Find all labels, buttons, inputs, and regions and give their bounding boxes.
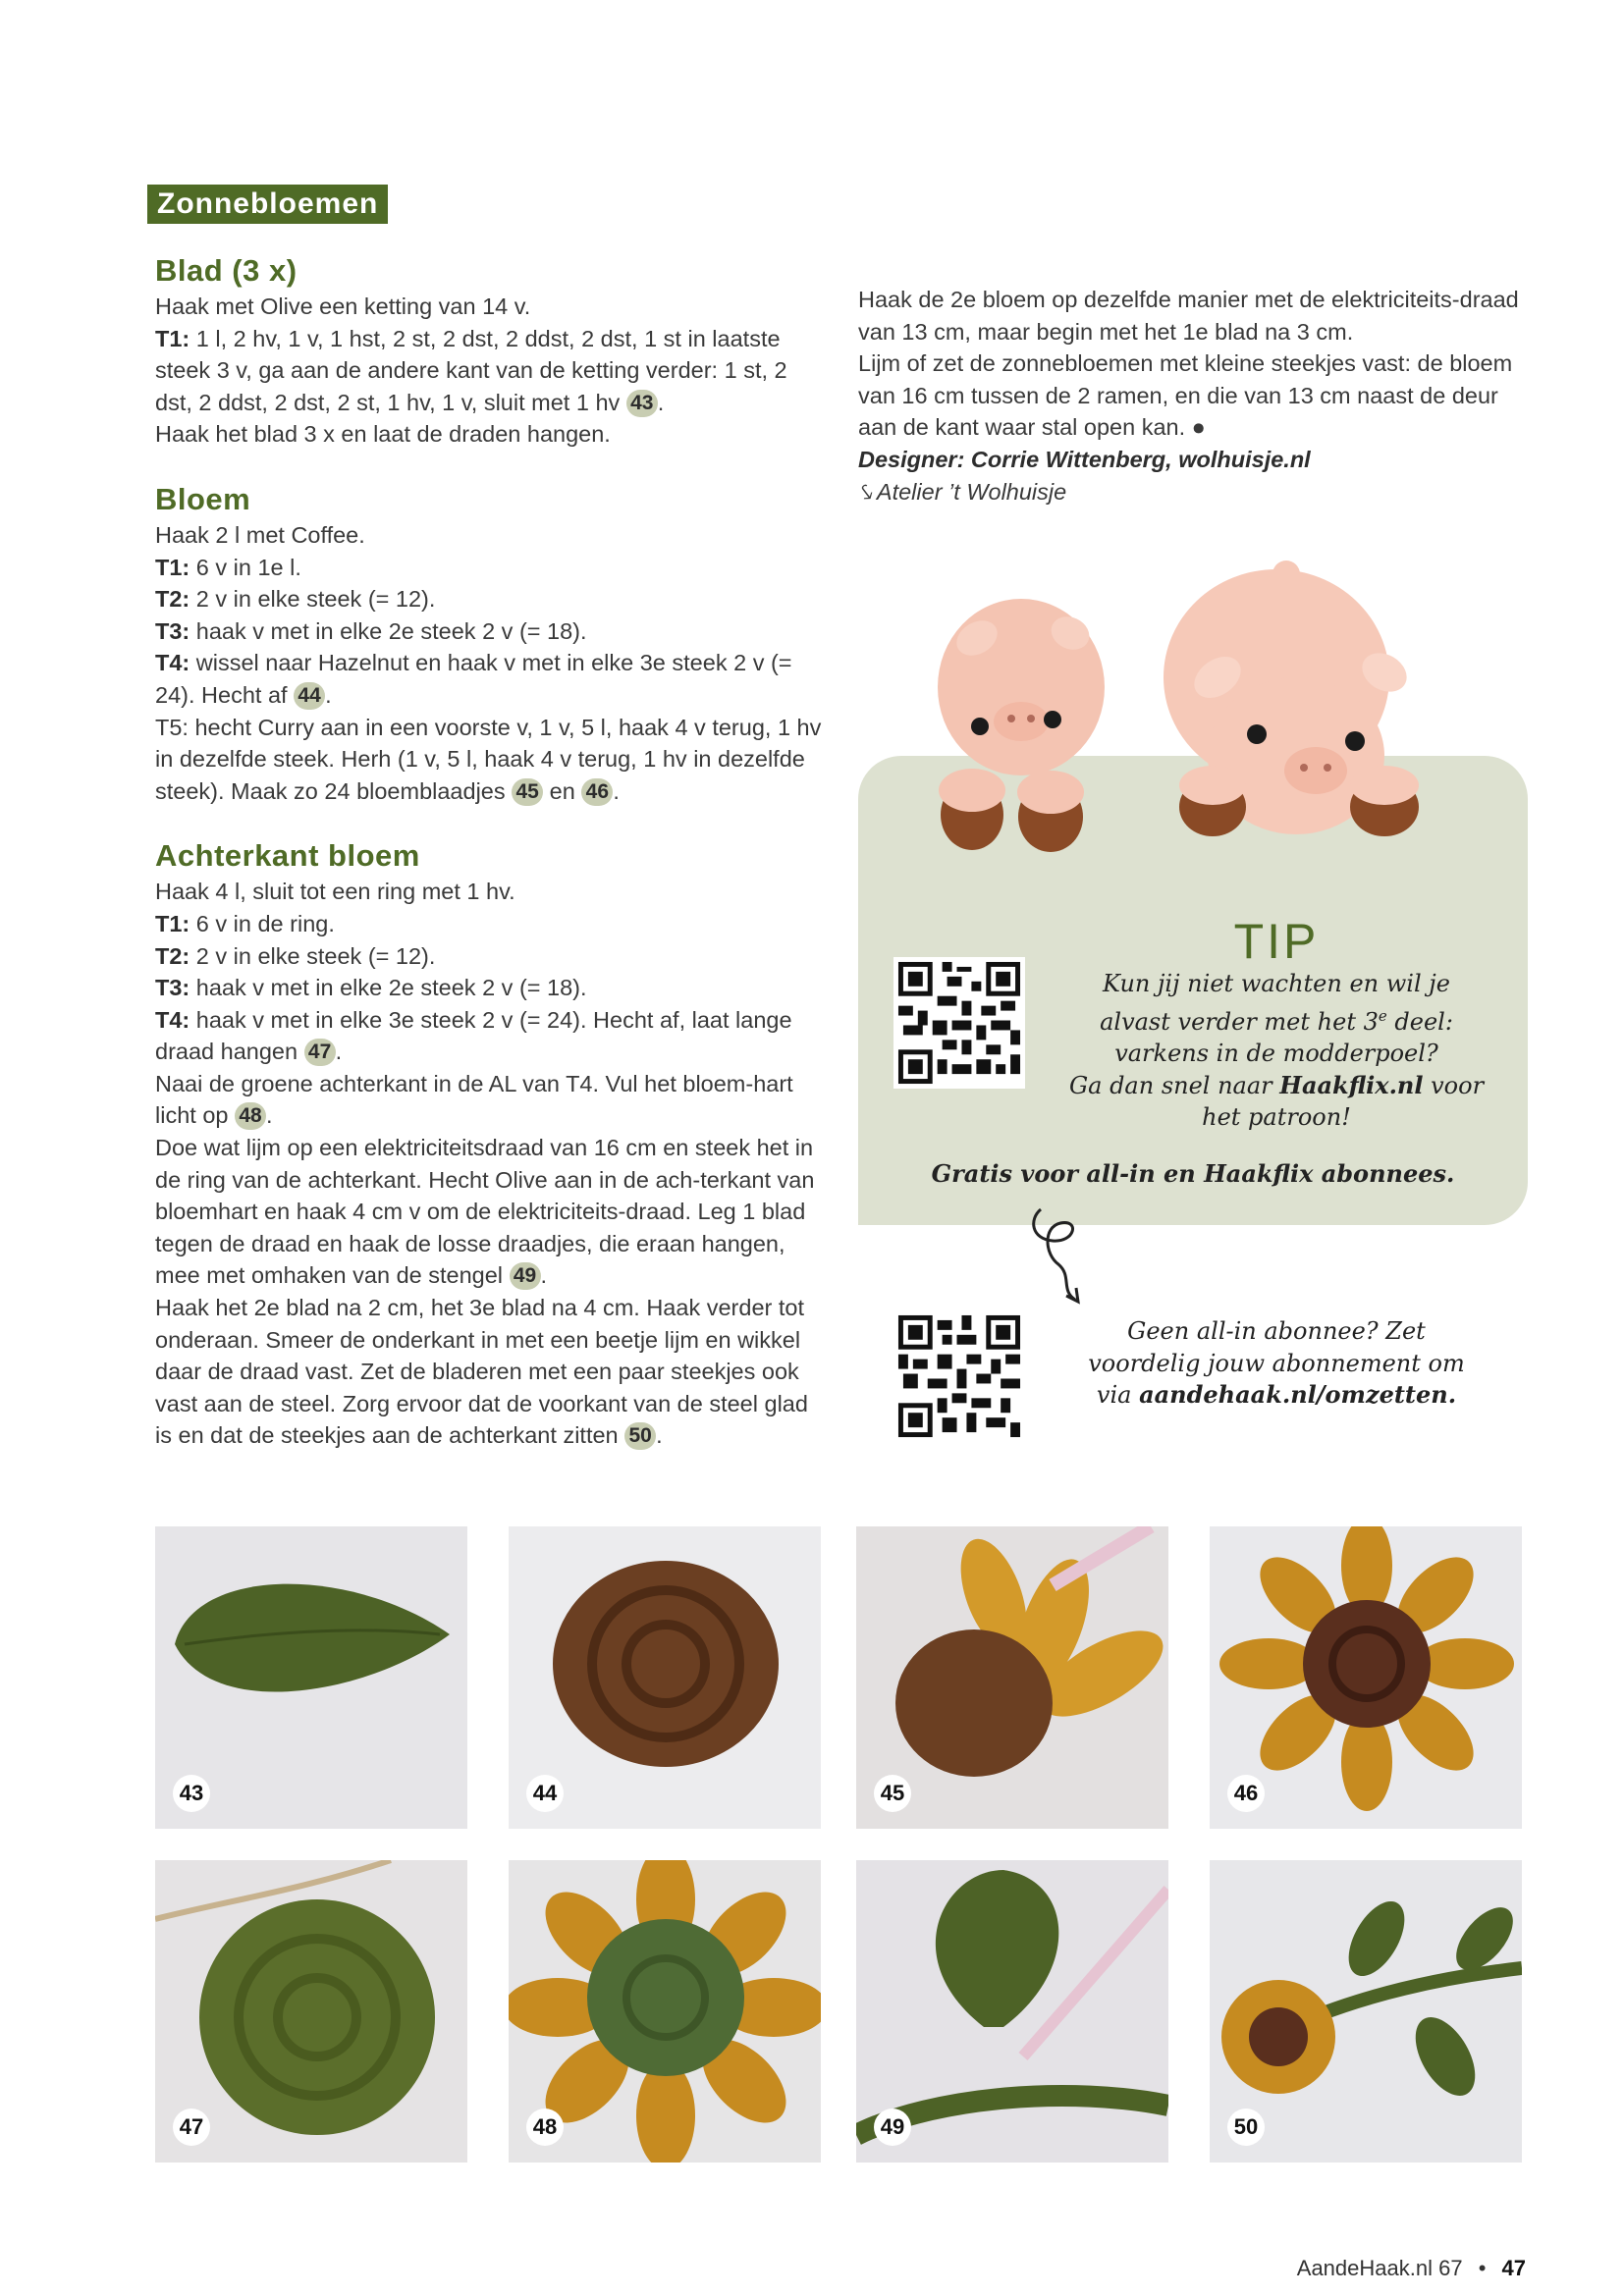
- achterkant-p3: Doe wat lijm op een elektriciteitsdraad van 16 cm en steek het in de ring van de achterkant. Hecht Olive aan in de ach-terkant van bloemhart en haak 4 cm v om de elektriciteits-draad. Leg 1 blad tegen de draad en haak de losse draadjes, die eraan hangen, mee met omhaken van de stengel 49 .: [155, 1135, 815, 1289]
- bloem-t1: T1: 6 v in 1e l.: [155, 554, 301, 580]
- photo-number-49: 49: [874, 2109, 911, 2146]
- section-title: Zonnebloemen: [147, 185, 388, 224]
- photo-number-43: 43: [173, 1775, 210, 1812]
- page-number: 47: [1501, 2256, 1526, 2280]
- bloem-t5: T5: hecht Curry aan in een voorste v, 1 v, 5 l, haak 4 v terug, 1 hv in dezelfde steek. Herh (1 v, 5 l, haak 4 v terug, 1 hv in dezelfde steek). Maak zo 24 bloemblaadjes 45 en 46 .: [155, 714, 822, 804]
- curly-arrow-icon: [1021, 1205, 1100, 1308]
- tip-title: TIP: [1233, 914, 1320, 969]
- footer-bullet: •: [1478, 2256, 1487, 2280]
- step-ref-47: 47: [304, 1039, 336, 1066]
- tip-text: Kun jij niet wachten en wil je alvast verder met het 3e deel: varkens in de modderpoel? Ga dan snel naar Haakflix.nl voor het patroon!: [1068, 970, 1485, 1131]
- leaf-icon: ⤥: [858, 478, 872, 505]
- blad-t1: T1: 1 l, 2 hv, 1 v, 1 hst, 2 st, 2 dst, 2 ddst, 2 dst, 1 st in laatste steek 3 v, ga aan de andere kant van de ketting verder: 1 st, 2 dst, 2 ddst, 2 dst, 2 st, 1 hv, 1 v, sluit met 1 hv 43 .: [155, 325, 787, 415]
- gratis-note: Gratis voor all-in en Haakflix abonnees.: [931, 1159, 1455, 1188]
- pig-illustration: [923, 550, 1453, 893]
- left-column: [155, 251, 823, 1452]
- achterkant-t1: T1: 6 v in de ring.: [155, 910, 335, 936]
- step-ref-45: 45: [512, 778, 543, 806]
- abonnement-note: Geen all-in abonnee? Zet voordelig jouw abonnement om via aandehaak.nl/omzetten.: [1088, 1317, 1465, 1409]
- step-ref-50: 50: [624, 1422, 656, 1450]
- photo-number-44: 44: [526, 1775, 564, 1812]
- right-p1: Haak de 2e bloem op dezelfde manier met de elektriciteits-draad van 13 cm, maar begin met het 1e blad na 3 cm.: [858, 287, 1519, 345]
- achterkant-t4: T4: haak v met in elke 3e steek 2 v (= 24). Hecht af, laat lange draad hangen 47 .: [155, 1006, 792, 1065]
- bloem-t4: T4: wissel naar Hazelnut en haak v met in elke 3e steek 2 v (= 24). Hecht af 44 .: [155, 650, 792, 708]
- right-p2: Lijm of zet de zonnebloemen met kleine steekjes vast: de bloem van 16 cm tussen de 2 ramen, en die van 13 cm naast de deur aan de kant waar stal open kan. ●: [858, 350, 1513, 441]
- blad-outro: Haak het blad 3 x en laat de draden hangen.: [155, 421, 611, 448]
- photo-number-45: 45: [874, 1775, 911, 1812]
- page-footer: [1297, 2256, 1526, 2281]
- qr-code-haakflix[interactable]: [893, 957, 1025, 1089]
- achterkant-heading: Achterkant bloem: [155, 838, 420, 874]
- step-ref-48: 48: [235, 1102, 266, 1130]
- photo-number-50: 50: [1227, 2109, 1265, 2146]
- achterkant-p4: Haak het 2e blad na 2 cm, het 3e blad na 4 cm. Haak verder tot onderaan. Smeer de onderkant in met een beetje lijm en wikkel daar de draad vast. Zet de bladeren met een paar steekjes ook vast aan de steel. Zorg ervoor dat de voorkant van de steel glad is en dat de steekjes aan de achterkant zitten 50 .: [155, 1295, 808, 1449]
- photo-number-47: 47: [173, 2109, 210, 2146]
- haakflix-link[interactable]: Haakflix.nl: [1279, 1070, 1424, 1099]
- photo-number-46: 46: [1227, 1775, 1265, 1812]
- bloem-heading: Bloem: [155, 481, 251, 516]
- magazine-name: AandeHaak.nl 67: [1296, 2256, 1463, 2280]
- achterkant-p2: Naai de groene achterkant in de AL van T4. Vul het bloem-hart licht op 48 .: [155, 1070, 793, 1129]
- achterkant-t3: T3: haak v met in elke 2e steek 2 v (= 18).: [155, 975, 587, 1001]
- photo-number-48: 48: [526, 2109, 564, 2146]
- qr-code-omzetten[interactable]: [893, 1310, 1025, 1442]
- atelier-credit: ⤥ Atelier ’t Wolhuisje: [858, 478, 1067, 505]
- bloem-intro: Haak 2 l met Coffee.: [155, 521, 365, 548]
- blad-intro: Haak met Olive een ketting van 14 v.: [155, 294, 531, 319]
- step-ref-49: 49: [510, 1262, 541, 1290]
- bloem-t3: T3: haak v met in elke 2e steek 2 v (= 18).: [155, 617, 587, 644]
- achterkant-intro: Haak 4 l, sluit tot een ring met 1 hv.: [155, 879, 515, 905]
- designer-credit: Designer: Corrie Wittenberg, wolhuisje.nl: [858, 446, 1311, 472]
- step-ref-44: 44: [294, 682, 325, 710]
- right-column: [858, 284, 1536, 507]
- step-ref-46: 46: [581, 778, 613, 806]
- blad-heading: Blad (3 x): [155, 253, 298, 288]
- omzetten-link[interactable]: aandehaak.nl/omzetten.: [1139, 1380, 1457, 1409]
- achterkant-t2: T2: 2 v in elke steek (= 12).: [155, 942, 436, 969]
- step-ref-43: 43: [626, 390, 658, 417]
- bloem-t2: T2: 2 v in elke steek (= 12).: [155, 586, 436, 613]
